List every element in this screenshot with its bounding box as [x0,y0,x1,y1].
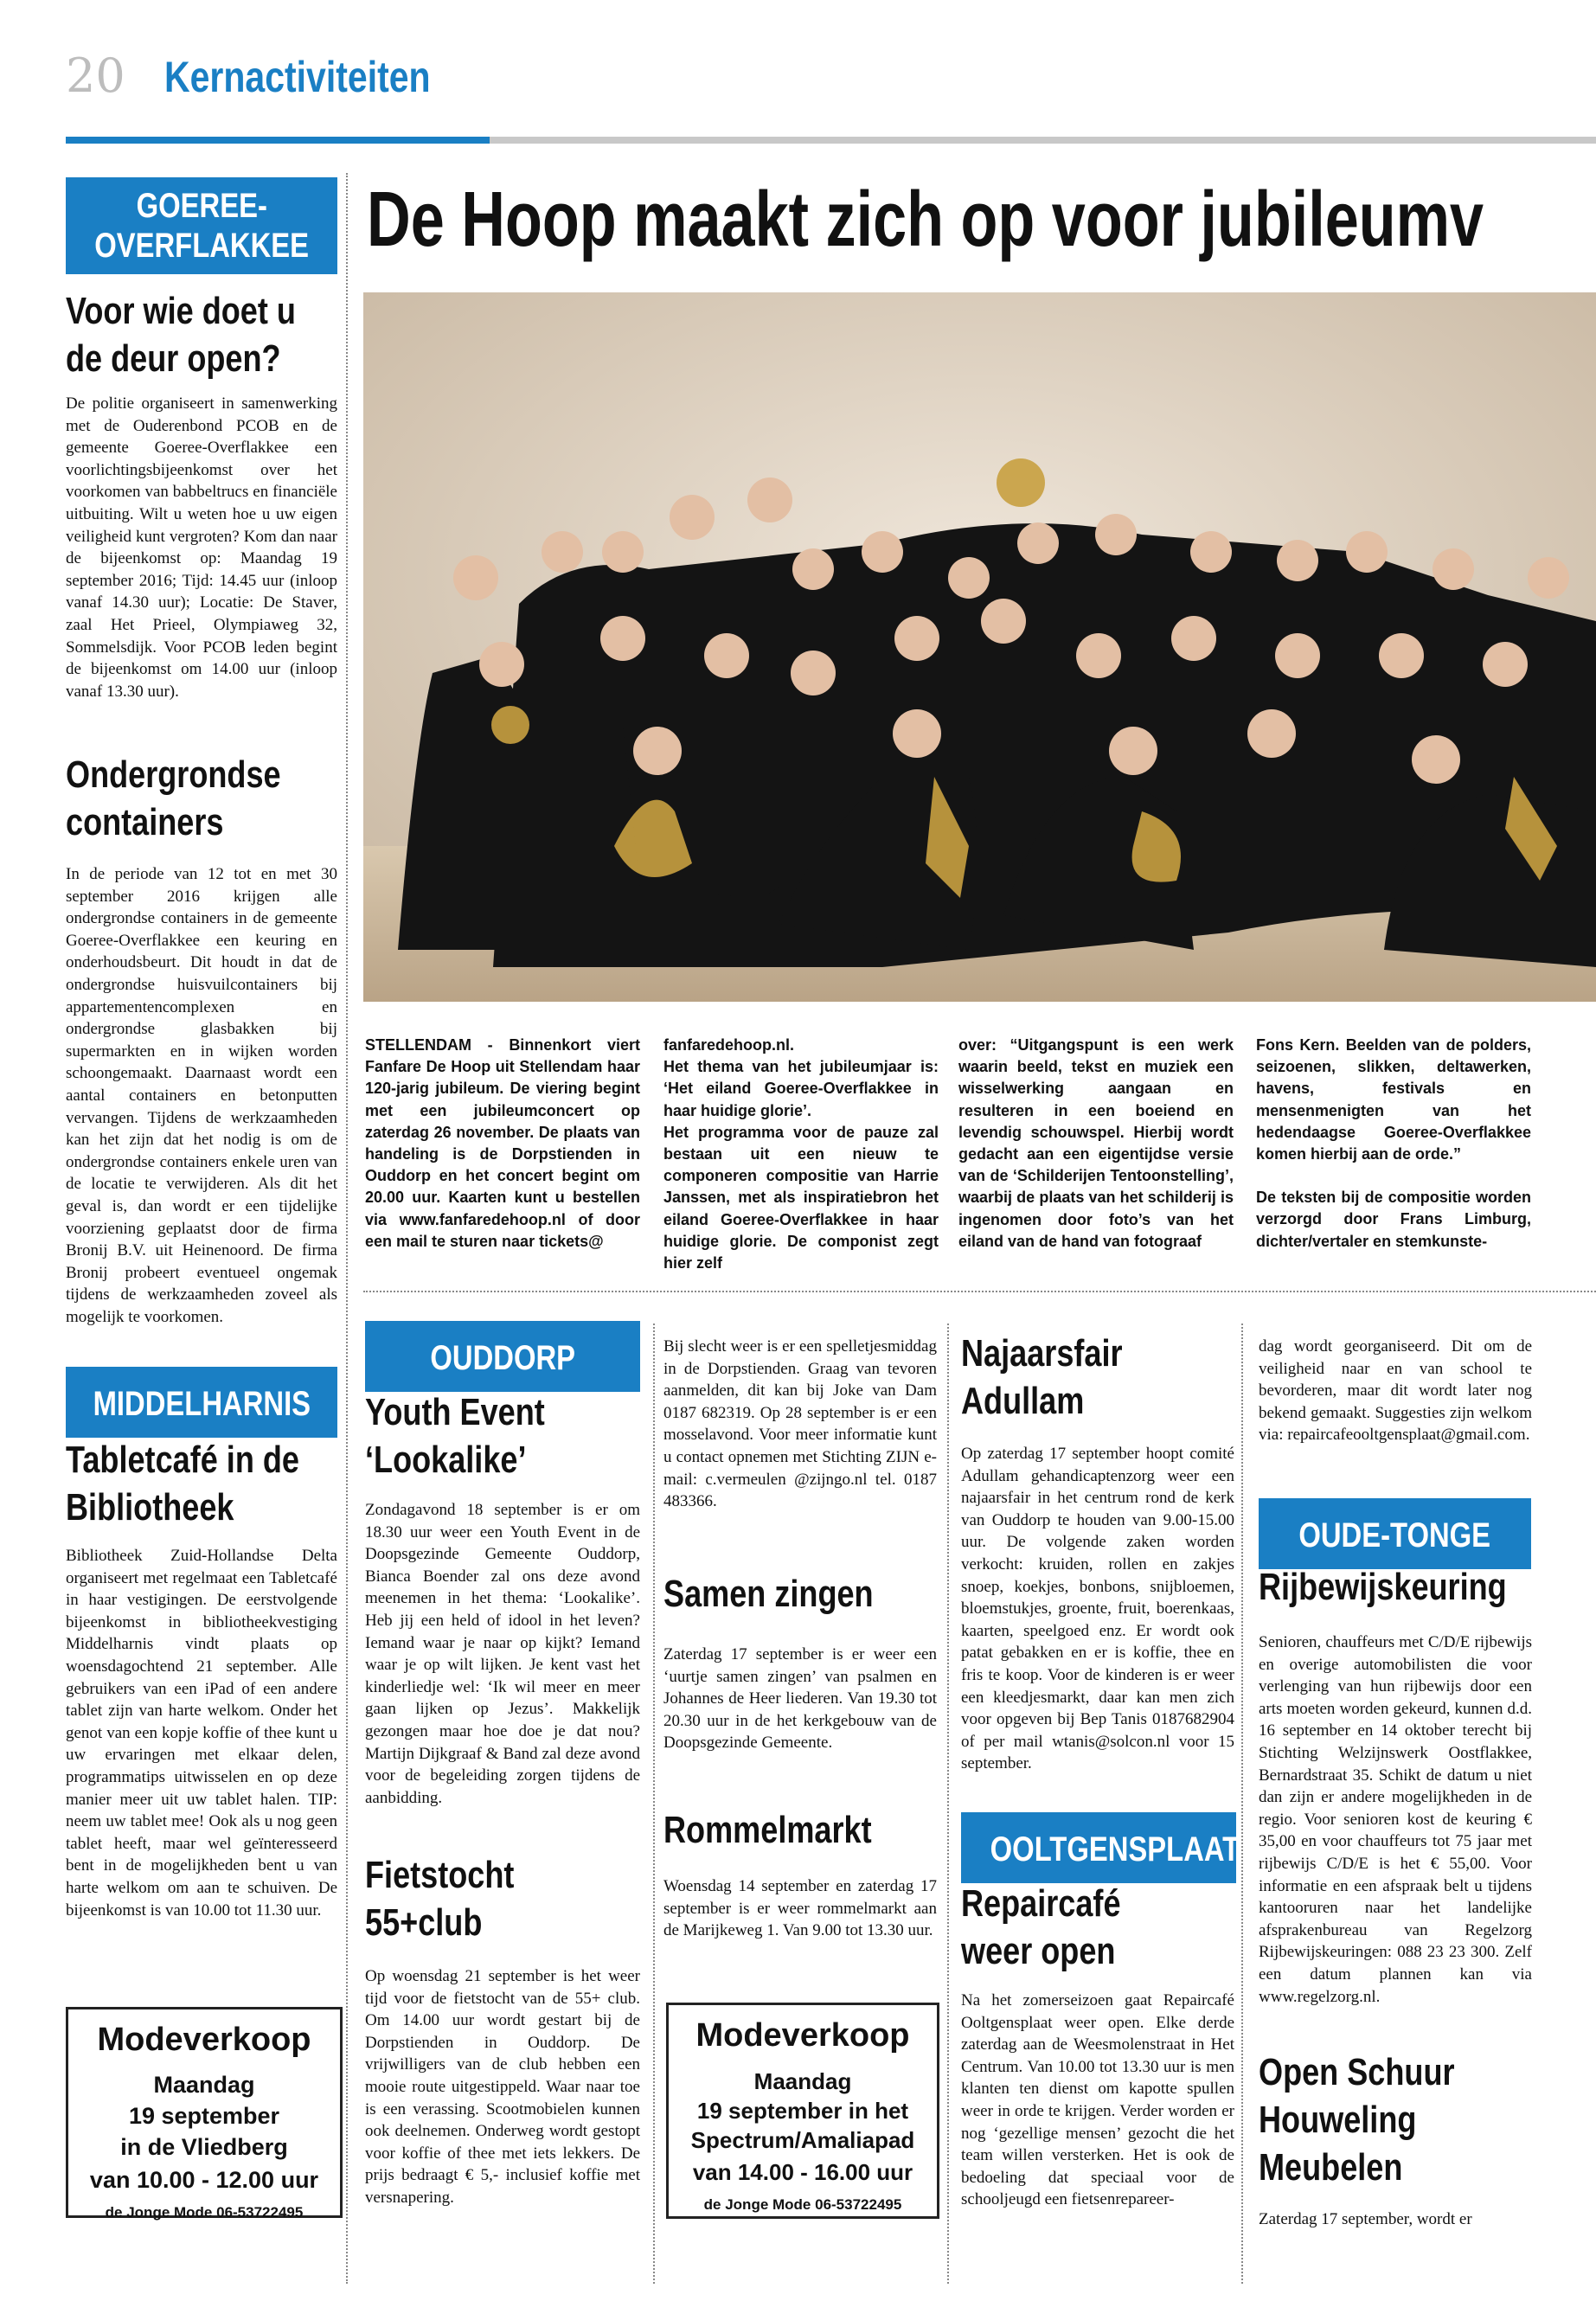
ad-modeverkoop [666,2003,939,2219]
intro-paragraph: Het programma voor de pauze zal bestaan uit een nieuw te componeren compositie van Harrie Janssen, met als inspiratiebron het eiland Goeree-Overflakkee in haar huidige glorie. De componist zegt hier zelf [663,1123,939,1272]
article-body: Zondagavond 18 september is er om 18.30 uur weer een Youth Event in de Doopsgezinde Gemeente Ouddorp, Bianca Boender zal ons deze avond meenemen in het thema: ‘Lookalike’. Heb jij een held of idool in het leven? Iemand waar je naar op kijkt? Iemand waar je op wilt lijken. Je kent vast het kinderliedje wel: ‘Ik wil meer en meer gaan lijken op Jezus’. Makkelijk gezongen maar hoe doe je dat nou? Martijn Dijkgraaf & Band zal deze avond voor de begeleiding zorgen tijdens de aanbidding. [365,1501,640,1807]
region-tag-text: OUDE-TONGE [1298,1516,1491,1554]
region-tag-text-wrap [1260,1500,1529,1571]
article-title-line: Meubelen [1259,2146,1403,2189]
intro-column: STELLENDAM - Binnenkort viert Fanfare De Hoop uit Stellendam haar 120-jarig jubileum. De viering begint met een jubileumconcert op zaterdag 26 november. De plaats van handeling is de Dorpstienden in Ouddorp en het concert begint om 20.00 uur. Kaarten kunt u bestellen via www.fanfaredehoop.nl of door een mail te sturen naar tickets@ [365,1036,640,1250]
region-tag-text: OUDDORP [430,1339,575,1377]
article-title-line: Tabletcafé in de [66,1439,300,1481]
page-number: 20 [66,48,125,103]
ad-line: Maandag [153,2072,255,2098]
ad-modeverkoop [66,2007,343,2221]
article-title-line: 55+club [365,1901,483,1944]
band-photo [363,292,1596,1002]
ad-footer: de Jonge Mode 06-53722495 [105,2204,304,2221]
ad-title: Modeverkoop [97,2022,311,2058]
article-title-line: Voor wie doet u [66,290,296,332]
article-body: Bij slecht weer is er een spelletjesmiddag in de Dorpstienden. Graag van tevoren aanmelden, dit kan bij Joke van Dam 0187 682319. Op 28 september is er een mosselavond. Voor meer informatie kunt u contact opnemen met Stichting ZIJN e-mail: c.vermeulen @zijngo.nl tel. 0187 483366. [663,1337,937,1511]
article-title-line: Open Schuur [1259,2051,1455,2093]
article-title-line: Bibliotheek [66,1486,234,1529]
section-title: Kernactiviteiten [164,53,431,101]
article-title [365,1388,642,1484]
article-body: Op zaterdag 17 september hoopt comité Adullam gehandicaptenzorg weer een najaarsfair in het centrum rond de kerk van Ouddorp te houden van 9.00-15.00 uur. De volgende zaken worden verkocht: kruiden, rollen en zakjes snoep, koekjes, bonbons, snijbloemen, bloemstukjes, groente, fruit, boerenkaas, kaarten, speelgoed enz. Er wordt ook patat gebakken en er is koffie, thee en fris te koop. Voor de kinderen is er weer een kleedjesmarkt, daar kan men zich voor opgeven bij Bep Tanis 0187682904 of per mail wtanis@solcon.nl voor 15 september. [961,1445,1234,1773]
ad-line: 19 september in het [696,2098,909,2124]
header-rule [490,137,1596,144]
region-tag-line: OVERFLAKKEE [94,227,309,265]
ad-line: van 10.00 - 12.00 uur [89,2167,319,2193]
article-title [66,751,343,846]
article-title-line: Youth Event [365,1391,545,1433]
article-title-line: ‘Lookalike’ [365,1439,527,1481]
article-title [66,1436,343,1531]
ad-line: in de Vliedberg [120,2134,288,2160]
region-tag-text-wrap [67,1368,336,1439]
article-title [365,1851,642,1946]
region-tag-middelharnis [66,1367,337,1438]
column-divider [346,173,348,2284]
article-body: Bibliotheek Zuid-Hollandse Delta organiseert met regelmaat een Tabletcafé in haar vestigingen. De eerstvolgende bijeenkomst in bibliotheekvestiging Middelharnis vindt plaats op woensdagochtend 21 september. Alle gebruikers van een iPad of een andere tablet zijn van harte welkom. Onder het genot van een kopje koffie of thee kunt u uw ervaringen met elkaar delen, programmatips uitwisselen en op deze manier meer uit uw tablet halen. TIP: neem uw tablet mee! Ook als u nog geen tablet heeft, maar wel geïnteresseerd bent in de mogelijkheden bent u van harte welkom om aan te schuiven. De bijeenkomst is van 10.00 tot 11.30 uur. [66,1547,337,1920]
article-title-line: weer open [961,1930,1116,1972]
article-body: In de periode van 12 tot en met 30 september 2016 krijgen alle ondergrondse containers in de gemeente Goeree-Overflakkee een keuring en onderhoudsbeurt. Dit houdt in dat de ondergrondse huisvuilcontainers bij appartementencomplexen en ondergrondse glasbakken bij supermarkten en in wijken worden schoongemaakt. Daarnaast wordt een aantal containers en betonputten vervangen. Tijdens de werkzaamheden kan het zijn dat het nodig is om de ondergrondse containers enkele uren van de locatie te verwijderen. Als dit het geval is, dan wordt er een tijdelijke voorziening geplaatst door de firma Bronij B.V. uit Heinenoord. De firma Bronij probeert eventueel ongemak tijdens de werkzaamheden zoveel als mogelijk te voorkomen. [66,865,337,1326]
region-tag-text-wrap [963,1814,1240,1885]
region-tag-ouddorp [365,1321,640,1392]
column-divider [947,1324,949,2284]
article-body: Zaterdag 17 september is er weer een ‘uurtje samen zingen’ van psalmen en Johannes de Heer liederen. Van 19.30 tot 20.30 uur in de het kerkgebouw van de Doopsgezinde Gemeente. [663,1645,937,1753]
article-title-line: Houweling [1259,2099,1417,2141]
article-title: Rijbewijskeuring [1259,1566,1507,1608]
ad-line: Maandag [753,2068,852,2094]
intro-column [1256,1035,1531,1253]
article-title-line: Ondergrondse [66,753,281,796]
column-divider [653,1324,655,2284]
article-title [1259,2048,1535,2191]
region-tag-ooltgensplaat [961,1812,1240,1883]
article-title-line: Repaircafé [961,1882,1121,1925]
ad-line: 19 september [128,2103,280,2129]
header-accent-bar [66,137,490,144]
article-body: dag wordt georganiseerd. Dit om de veiligheid naar en van school te bevorderen, maar dit wordt later nog bekend gemaakt. Suggesties zijn welkom via: repaircafeooltgensplaat@gmail.com. [1259,1337,1532,1445]
article-body: Zaterdag 17 september, wordt er [1259,2210,1472,2228]
ad-line: Spectrum/Amaliapad [690,2127,915,2153]
article-title: Rommelmarkt [663,1809,872,1851]
intro-paragraph: Het thema van het jubileumjaar is: ‘Het eiland Goeree-Overflakkee in haar huidige glorie’. [663,1058,939,1119]
article-title-line: Fietstocht [365,1854,515,1896]
intro-paragraph: Fons Kern. Beelden van de polders, seizoenen, slikken, deltawerken, havens, festivals en mensenmenigten van het hedendaagse Goeree-Overflakkee komen hierbij aan de orde.” [1256,1036,1531,1163]
region-tag-line: GOEREE- [136,187,267,225]
article-body: De politie organiseert in samenwerking met de Ouderenbond PCOB en de gemeente Goeree-Overflakkee een voorlichtingsbijeenkomst over het voorkomen van babbeltrucs en financiële uitbuiting. Wilt u weten hoe u uw eigen veiligheid kunt vergroten? Kom dan naar de bijeenkomst op: Maandag 19 september 2016; Tijd: 14.45 uur (inloop vanaf 14.30 uur); Locatie: De Staver, zaal Het Prieel, Olympiaweg 32, Sommelsdijk. Voor PCOB leden begint de bijeenkomst om 14.00 uur (inloop vanaf 13.30 uur). [66,394,337,701]
article-title-line: de deur open? [66,337,281,380]
region-tag-goeree-overflakkee [66,177,337,274]
region-tag-text: OOLTGENSPLAAT [990,1830,1240,1868]
ad-line: van 14.00 - 16.00 uur [692,2159,913,2185]
region-tag-text: MIDDELHARNIS [93,1385,311,1423]
article-title [961,1330,1238,1425]
region-tag-text-wrap [367,1323,638,1394]
ad-title: Modeverkoop [695,2017,910,2054]
ad-footer: de Jonge Mode 06-53722495 [703,2196,902,2213]
article-title [66,287,343,382]
intro-paragraph: fanfaredehoop.nl. [663,1036,795,1054]
article-title-line: containers [66,801,224,843]
article-body: Senioren, chauffeurs met C/D/E rijbewijs en overige automobilisten die voor verlenging van hun rijbewijs door een arts moeten worden gekeurd, kunnen d.d. 16 september en 14 oktober terecht bij Stichting Welzijnswerk Oostflakkee, Bernardstraat 35. Schikt de datum u niet dan zijn er andere mogelijkheden in de regio. Voor senioren kost de keuring € 35,00 en voor chauffeurs tot 75 jaar met rijbewijs C/D/E is het € 55,00. Voor informatie en een afspraak belt u tijdens kantooruren naar het landelijke afsprakenbureau van Regelzorg Rijbewijskeuringen: 088 23 23 300. Zelf een datum plannen kan via www.regelzorg.nl. [1259,1633,1532,2006]
region-tag-oude-tonge [1259,1498,1531,1569]
article-title-line: Adullam [961,1380,1085,1422]
article-title [961,1880,1238,1975]
article-title-line: Najaarsfair [961,1332,1123,1375]
intro-column: over: “Uitgangspunt is een werk waarin beeld, tekst en muziek een wisselwerking aangaan en resulteren in een boeiend en levendig schouwspel. Hierbij wordt gedacht aan een eigentijdse versie van de ‘Schilderijen Tentoonstelling’, waarbij de plaats van het schilderij is ingenomen door foto’s van het eiland van de hand van fotograaf [958,1036,1234,1250]
article-body: Op woensdag 21 september is het weer tijd voor de fietstocht van de 55+ club. Om 14.00 uur wordt gestart bij de Dorpstienden in Ouddorp. De vrijwilligers van de club hebben een mooie route uitgestippeld. Waar naar toe is een verassing. Scootmobielen kunnen ook deelnemen. Onderweg wordt gestopt voor koffie of thee met iets lekkers. De prijs bedraagt € 5,- inclusief koffie met versnapering. [365,1967,640,2207]
intro-column [663,1035,939,1274]
row-divider [363,1291,1596,1292]
article-body: Na het zomerseizoen gaat Repaircafé Ooltgensplaat weer open. Elke derde zaterdag aan de Weesmolenstraat in Het Centrum. Van 10.00 tot 13.30 uur is men klanten ten dienst om kapotte spullen weer in orde te krijgen. Verder worden er nog ‘gezellige mensen’ gezocht die het team willen versterken. Het is ook de bedoeling dat speciaal voor de schooljeugd een fietsenrepareer- [961,1991,1234,2209]
main-headline: De Hoop maakt zich op voor jubileumv [367,176,1484,263]
article-title: Samen zingen [663,1573,874,1615]
article-body: Woensdag 14 september en zaterdag 17 september is er weer rommelmarkt aan de Marijkeweg 1. Van 9.00 tot 13.30 uur. [663,1877,937,1940]
column-divider [1241,1324,1243,2284]
intro-paragraph: De teksten bij de compositie worden verzorgd door Frans Limburg, dichter/vertaler en stemkunste- [1256,1189,1531,1250]
